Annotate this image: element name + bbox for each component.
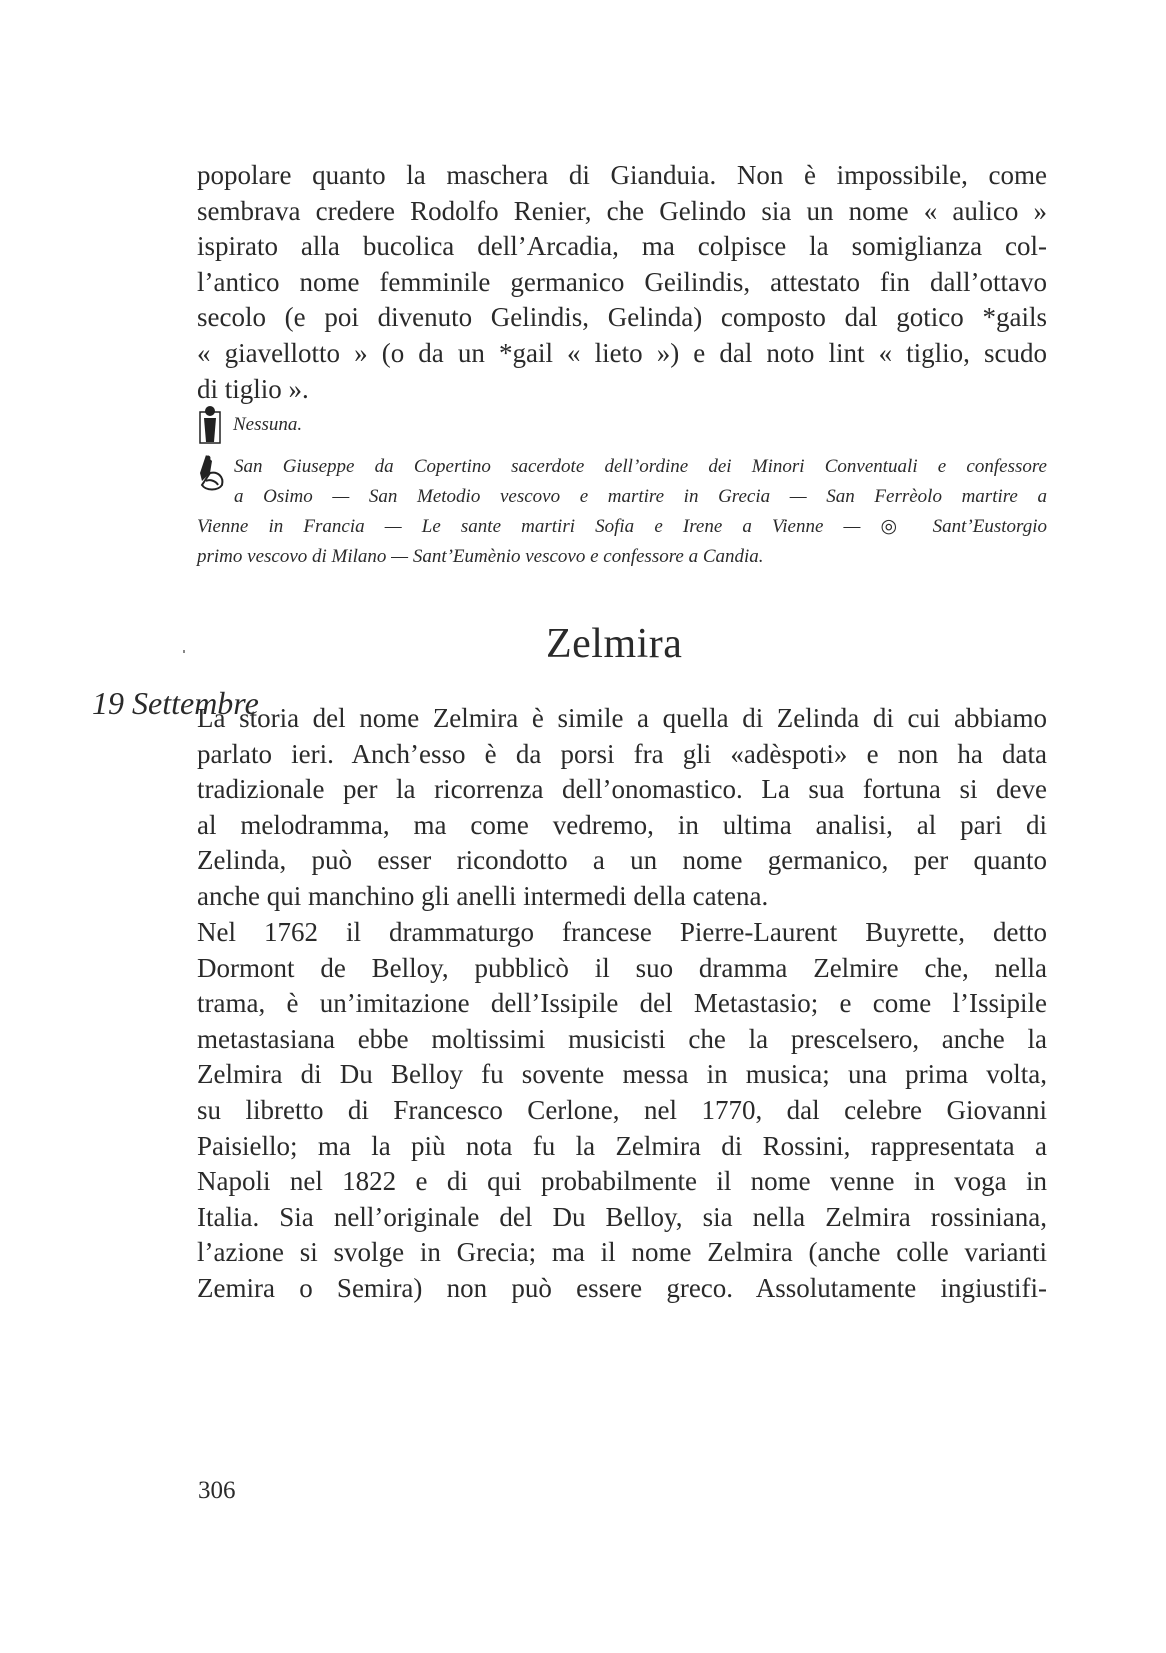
text-line: parlato ieri. Anch’esso è da porsi fra gli «adèspoti» e non ha data [197,738,1047,769]
text-line: Dormont de Belloy, pubblicò il suo dramma Zelmire che, nella [197,952,1047,983]
entry-date: 19 Settembre [92,685,259,721]
text-line: Zelinda, può esser ricondotto a un nome germanico, per quanto [197,845,1047,876]
text-line: trama, è un’imitazione dell’Issipile del Metastasio; e come l’Issipile [197,988,1047,1019]
text-line: metastasiana ebbe moltissimi musicisti che la prescelsero, anche la [197,1023,1047,1054]
text-line: popolare quanto la maschera di Gianduia. Non è impossibile, come [197,160,1047,190]
text-line: l’azione si svolge in Grecia; ma il nome Zelmira (anche colle varianti [197,1237,1047,1268]
main-paragraph-2 [197,915,1047,1307]
text-line: sembrava credere Rodolfo Renier, che Gelindo sia un nome « aulico » [197,195,1047,226]
text-line: al melodramma, ma come vedremo, in ultima analisi, al pari di [197,809,1047,840]
text-line: Italia. Sia nell’originale del Du Belloy, sia nella Zelmira rossiniana, [197,1201,1047,1232]
text-line: secolo (e poi divenuto Gelindis, Gelinda) composto dal gotico *gails [197,302,1047,333]
saints-line: a Osimo — San Metodio vescovo e martire in Grecia — San Ferrèolo martire a [234,486,1047,507]
text-line: su libretto di Francesco Cerlone, nel 1770, dal celebre Giovanni [197,1094,1047,1125]
saint-figure-icon [199,404,221,444]
saints-line: Vienne in Francia — Le sante martiri Sofia e Irene a Vienne — ◎ Sant’Eustorgio [197,516,1047,537]
text-line: Napoli nel 1822 e di qui probabilmente il nome venne in voga in [197,1166,1047,1197]
text-line: tradizionale per la ricorrenza dell’onomastico. La sua fortuna si deve [197,774,1047,805]
text-line: La storia del nome Zelmira è simile a quella di Zelinda di cui abbiamo [197,703,1047,733]
text-line: Nel 1762 il drammaturgo francese Pierre-Laurent Buyrette, detto [197,917,1047,947]
text-line: anche qui manchino gli anelli intermedi della catena. [197,880,769,911]
text-line: l’antico nome femminile germanico Geilindis, attestato fin dall’ottavo [197,266,1047,297]
patron-text: Nessuna. [233,414,303,435]
saints-line: primo vescovo di Milano — Sant’Eumènio vescovo e confessore a Candia. [197,546,764,567]
saints-list [197,452,1047,572]
entry-title: Zelmira [546,621,683,667]
text-line: Paisiello; ma la più nota fu la Zelmira di Rossini, rappresentata a [197,1130,1047,1161]
top-paragraph [197,158,1047,407]
text-line: Zemira o Semira) non può essere greco. Assolutamente ingiustifi- [197,1272,1047,1303]
text-line: di tiglio ». [197,373,309,404]
main-paragraph-1 [197,701,1047,915]
text-line: Zelmira di Du Belloy fu sovente messa in musica; una prima volta, [197,1059,1047,1090]
text-line: « giavellotto » (o da un *gail « lieto ») e dal noto lint « tiglio, scudo [197,337,1047,368]
saints-line: San Giuseppe da Copertino sacerdote dell’ordine dei Minori Conventuali e confessore [234,456,1047,477]
stray-mark [183,650,185,653]
page-number: 306 [198,1477,236,1504]
text-line: ispirato alla bucolica dell’Arcadia, ma colpisce la somiglianza col- [197,231,1047,262]
